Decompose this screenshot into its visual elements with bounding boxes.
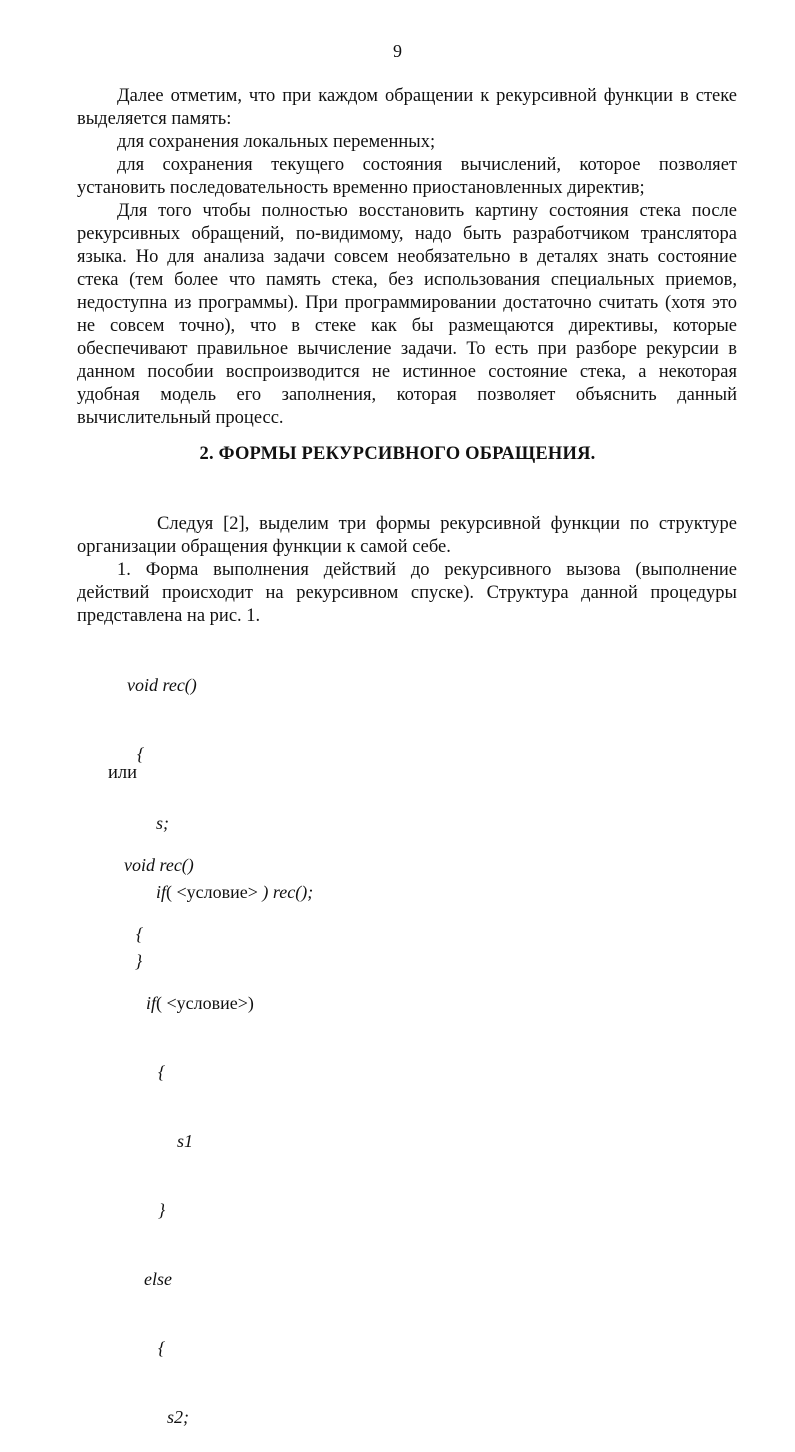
code-line: s; [156,813,169,833]
code-paren-open: ( [166,882,177,902]
code-block-2 [124,808,254,1452]
paragraph-current-state: для сохранения текущего состояния вычислений, которое позволяет установить последовательность временно приостановленных директив; [77,155,737,198]
body-text-top [77,85,737,430]
paragraph-stack-model: Для того чтобы полностью восстановить картину состояния стека после рекурсивных обращений, по-видимому, надо быть разработчиком транслятора языка. Но для анализа задачи совсем необязательно в деталях знать состояние стека (тем более что память стека, без использования специальных приемов, недоступна из программы). При программировании достаточно считать (хотя это не совсем точно), что в стеке как бы размещаются директивы, которые обеспечивают правильное вычисление задачи. То есть при разборе рекурсии в данном пособии воспроизводится не истинное состояние стека, а некоторая удобная модель его заполнения, которая позволяет объяснить данный вычислительный процесс. [77,201,737,428]
code-line: s2; [167,1407,189,1427]
code-call: ) rec(); [257,882,314,902]
body-text-bottom [77,513,737,628]
code-keyword: if [146,993,157,1013]
page-number: 9 [393,41,402,61]
paragraph-form-one: 1. Форма выполнения действий до рекурсивного вызова (выполнение действий происходит на рекурсивном спуске). Структура данной процедуры представлена на рис. 1. [77,560,737,626]
code-line [124,992,254,1015]
code-line: s1 [177,1131,194,1151]
paragraph-three-forms: Следуя [2], выделим три формы рекурсивной функции по структуре организации обращения функции к самой себе. [77,514,737,557]
code-paren-close: ) [247,993,254,1013]
code-condition: <условие> [166,993,248,1013]
code-paren-open: ( [156,993,167,1013]
code-line: { [137,744,145,764]
section-heading: 2. ФОРМЫ РЕКУРСИВНОГО ОБРАЩЕНИЯ. [199,444,596,464]
code-line: else [144,1269,172,1289]
code-keyword: if [156,882,167,902]
separator-word: или [108,763,138,783]
code-line: { [158,1062,166,1082]
code-line: void rec() [127,675,197,695]
code-line: } [135,951,143,971]
paragraph-intro: Далее отметим, что при каждом обращении к рекурсивной функции в стеке выделяется память: [77,86,737,129]
code-line: { [136,924,144,944]
code-line: } [158,1200,166,1220]
code-line: { [158,1338,166,1358]
code-line: void rec() [124,855,194,875]
code-condition: <условие> [176,882,258,902]
paragraph-local-vars: для сохранения локальных переменных; [117,132,436,152]
